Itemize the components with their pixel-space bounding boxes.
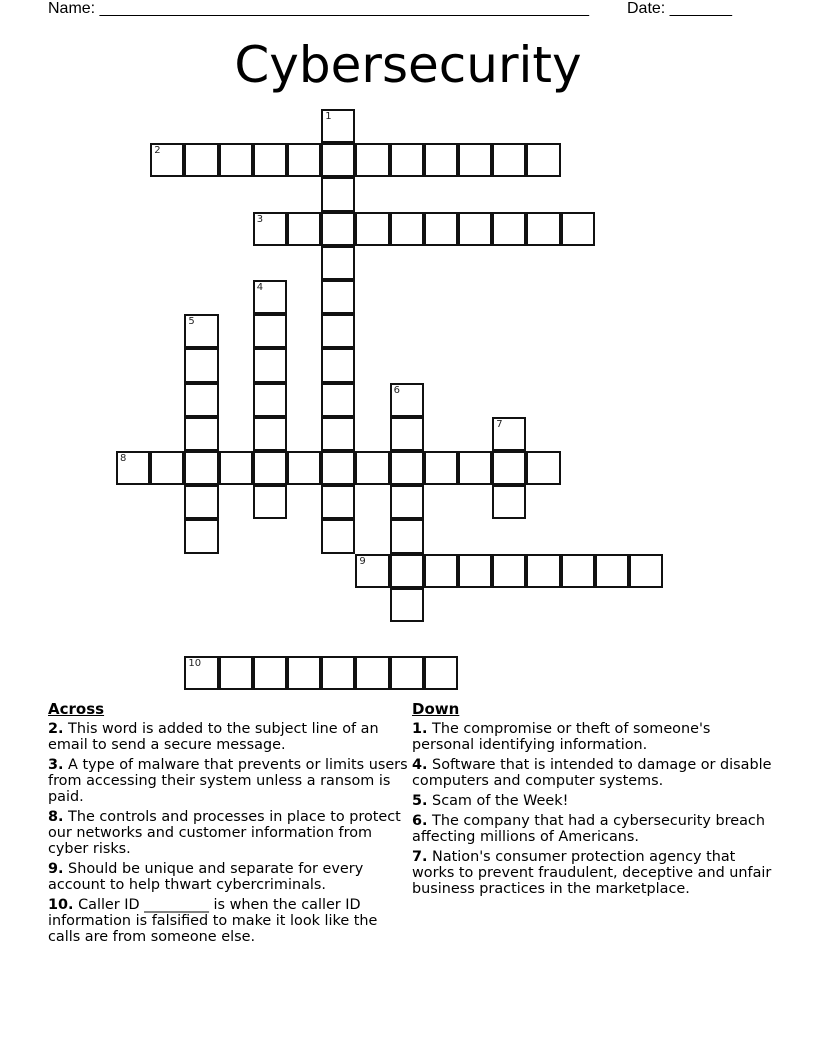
clue-across-8 — [48, 809, 410, 857]
crossword-cell[interactable] — [321, 212, 355, 246]
crossword-cell[interactable] — [321, 383, 355, 417]
clue-number: 6. — [412, 813, 428, 829]
crossword-cell[interactable] — [492, 485, 526, 519]
crossword-cell[interactable] — [219, 143, 253, 177]
clue-down-4 — [412, 757, 772, 789]
clue-number: 4. — [412, 757, 428, 773]
crossword-cell[interactable] — [321, 314, 355, 348]
crossword-cell[interactable] — [526, 143, 560, 177]
crossword-cell[interactable] — [253, 314, 287, 348]
clue-text: Nation's consumer protection agency that works to prevent fraudulent, deceptive and unfair business practices in the marketplace. — [412, 849, 772, 897]
crossword-cell[interactable] — [355, 143, 389, 177]
crossword-cell[interactable] — [184, 417, 218, 451]
clue-across-3 — [48, 757, 410, 805]
across-clues — [48, 700, 410, 949]
crossword-cell[interactable] — [458, 143, 492, 177]
crossword-cell[interactable] — [150, 451, 184, 485]
crossword-cell[interactable] — [321, 417, 355, 451]
crossword-cell[interactable] — [492, 554, 526, 588]
crossword-cell[interactable] — [390, 143, 424, 177]
down-heading: Down — [412, 700, 460, 718]
crossword-cell[interactable] — [184, 314, 218, 348]
crossword-cell[interactable] — [424, 143, 458, 177]
crossword-cell[interactable] — [184, 519, 218, 553]
crossword-cell[interactable] — [321, 485, 355, 519]
crossword-cell[interactable] — [424, 554, 458, 588]
clue-text: Should be unique and separate for every account to help thwart cybercriminals. — [48, 861, 364, 893]
crossword-cell[interactable] — [561, 554, 595, 588]
crossword-cell[interactable] — [287, 143, 321, 177]
clue-text: The company that had a cybersecurity breach affecting millions of Americans. — [412, 813, 765, 845]
clue-number: 5. — [412, 793, 428, 809]
crossword-cell[interactable] — [219, 656, 253, 690]
cell-number: 3 — [256, 213, 264, 225]
crossword-cell[interactable] — [287, 451, 321, 485]
clue-number: 3. — [48, 757, 64, 773]
crossword-cell[interactable] — [253, 451, 287, 485]
clue-text: Software that is intended to damage or disable computers and computer systems. — [412, 757, 772, 789]
crossword-cell[interactable] — [355, 656, 389, 690]
clue-number: 8. — [48, 809, 64, 825]
clue-number: 9. — [48, 861, 64, 877]
clue-text: A type of malware that prevents or limits users from accessing their system unless a ransom is paid. — [48, 757, 408, 805]
cell-number: 1 — [325, 111, 332, 122]
crossword-cell[interactable] — [390, 451, 424, 485]
crossword-cell[interactable] — [424, 212, 458, 246]
crossword-cell[interactable] — [355, 554, 389, 588]
clue-text: Caller ID _________ is when the caller ID information is falsified to make it look like the calls are from someone else. — [48, 897, 378, 945]
cell-number: 7 — [496, 418, 503, 430]
clue-down-7 — [412, 849, 772, 897]
crossword-cell[interactable] — [253, 143, 287, 177]
clue-number: 7. — [412, 849, 428, 865]
crossword-cell[interactable] — [321, 177, 355, 211]
crossword-cell[interactable] — [390, 212, 424, 246]
crossword-cell[interactable] — [492, 451, 526, 485]
crossword-cell[interactable] — [184, 451, 218, 485]
crossword-cell[interactable] — [253, 212, 287, 246]
crossword-cell[interactable] — [390, 656, 424, 690]
crossword-cell[interactable] — [390, 554, 424, 588]
crossword-cell[interactable] — [184, 348, 218, 382]
crossword-cell[interactable] — [150, 143, 184, 177]
crossword-cell[interactable] — [287, 212, 321, 246]
crossword-cell[interactable] — [355, 451, 389, 485]
crossword-cell[interactable] — [492, 143, 526, 177]
cell-number: 9 — [359, 555, 366, 567]
crossword-cell[interactable] — [321, 348, 355, 382]
clue-text: Scam of the Week! — [427, 793, 569, 809]
crossword-cell[interactable] — [253, 383, 287, 417]
clue-across-10 — [48, 897, 410, 945]
crossword-cell[interactable] — [321, 451, 355, 485]
crossword-cell[interactable] — [492, 212, 526, 246]
crossword-cell[interactable] — [184, 143, 218, 177]
crossword-cell[interactable] — [116, 451, 150, 485]
date-field-label: Date: _______ — [627, 0, 732, 17]
clue-number: 2. — [48, 721, 64, 737]
crossword-cell[interactable] — [253, 485, 287, 519]
clue-number: 1. — [412, 721, 428, 737]
crossword-cell[interactable] — [253, 280, 287, 314]
crossword-cell[interactable] — [526, 554, 560, 588]
cell-number: 5 — [188, 316, 195, 328]
name-field-label: Name: _______________________________________________________ — [48, 0, 589, 17]
crossword-cell[interactable] — [390, 588, 424, 622]
crossword-cell[interactable] — [321, 280, 355, 314]
clue-text: This word is added to the subject line of an email to send a secure message. — [48, 721, 379, 753]
crossword-cell[interactable] — [321, 519, 355, 553]
clue-across-9 — [48, 861, 410, 893]
crossword-cell[interactable] — [424, 451, 458, 485]
crossword-cell[interactable] — [629, 554, 663, 588]
crossword-cell[interactable] — [424, 656, 458, 690]
crossword-cell[interactable] — [526, 212, 560, 246]
crossword-cell[interactable] — [321, 143, 355, 177]
crossword-cell[interactable] — [390, 417, 424, 451]
crossword-cell[interactable] — [355, 212, 389, 246]
crossword-cell[interactable] — [253, 417, 287, 451]
crossword-cell[interactable] — [287, 656, 321, 690]
crossword-cell[interactable] — [184, 656, 218, 690]
clue-text: The compromise or theft of someone's personal identifying information. — [412, 721, 711, 753]
crossword-cell[interactable] — [458, 451, 492, 485]
crossword-cell[interactable] — [561, 212, 595, 246]
crossword-cell[interactable] — [390, 519, 424, 553]
across-heading: Across — [48, 700, 105, 718]
crossword-cell[interactable] — [184, 383, 218, 417]
crossword-cell[interactable] — [458, 212, 492, 246]
crossword-cell[interactable] — [492, 417, 526, 451]
cell-number: 2 — [154, 145, 161, 157]
page-title: Cybersecurity — [234, 36, 582, 94]
crossword-cell[interactable] — [321, 246, 355, 280]
crossword-cell[interactable] — [253, 348, 287, 382]
crossword-cell[interactable] — [595, 554, 629, 588]
cell-number: 10 — [188, 658, 202, 670]
crossword-cell[interactable] — [321, 109, 355, 143]
crossword-cell[interactable] — [321, 656, 355, 690]
clue-down-5 — [412, 793, 772, 809]
crossword-cell[interactable] — [390, 485, 424, 519]
clue-down-6 — [412, 813, 772, 845]
crossword-cell[interactable] — [458, 554, 492, 588]
clue-number: 10. — [48, 897, 74, 913]
clue-text: The controls and processes in place to protect our networks and customer information from cyber risks. — [48, 809, 401, 857]
cell-number: 6 — [393, 384, 400, 396]
crossword-cell[interactable] — [526, 451, 560, 485]
crossword-cell[interactable] — [390, 383, 424, 417]
crossword-cell[interactable] — [219, 451, 253, 485]
crossword-cell[interactable] — [184, 485, 218, 519]
crossword-cell[interactable] — [253, 656, 287, 690]
down-clues — [412, 700, 772, 901]
clue-down-1 — [412, 721, 772, 753]
cell-number: 4 — [256, 282, 264, 293]
cell-number: 8 — [120, 453, 127, 464]
clue-across-2 — [48, 721, 410, 753]
